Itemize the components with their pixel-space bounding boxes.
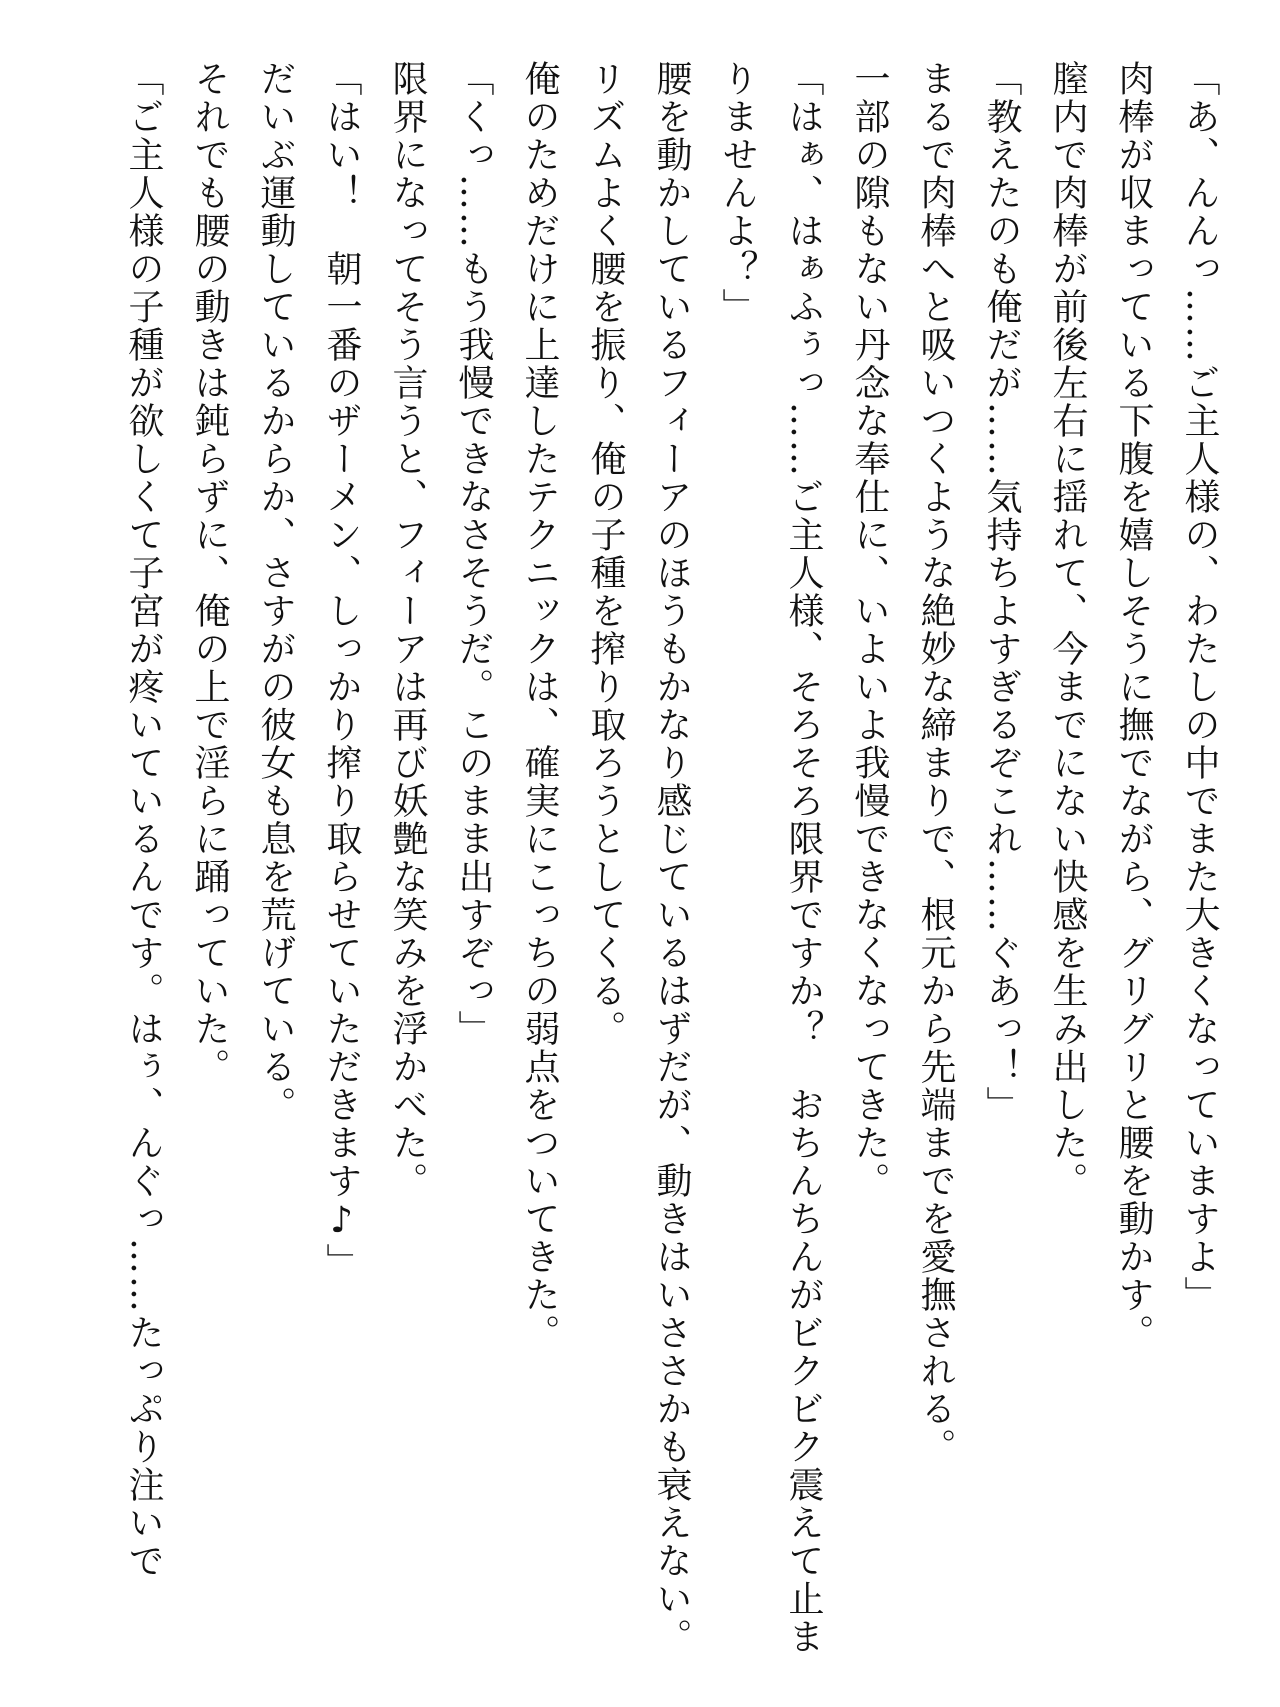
text-line: 「教えたのも俺だが……気持ちよすぎるぞこれ……ぐあっ！」 — [981, 60, 1022, 1124]
text-line: 「あ、んんっ……ご主人様の、わたしの中でまた大きくなっていますよ」 — [1179, 60, 1220, 1314]
text-line: 俺のためだけに上達したテクニックは、確実にこっちの弱点をついてきた。 — [519, 60, 560, 1352]
text-line: 「はい！ 朝一番のザーメン、しっかり搾り取らせていただきます♪」 — [321, 60, 362, 1281]
text-line: 肉棒が収まっている下腹を嬉しそうに撫でながら、グリグリと腰を動かす。 — [1113, 60, 1154, 1352]
text-line: まるで肉棒へと吸いつくような絶妙な締まりで、根元から先端までを愛撫される。 — [915, 60, 956, 1466]
text-line: リズムよく腰を振り、俺の子種を搾り取ろうとしてくる。 — [585, 60, 626, 1048]
text-line: 膣内で肉棒が前後左右に揺れて、今までにない快感を生み出した。 — [1047, 60, 1088, 1200]
text-line: それでも腰の動きは鈍らずに、俺の上で淫らに踊っていた。 — [189, 60, 230, 1086]
text-line: 「くっ……もう我慢できなさそうだ。このまま出すぞっ」 — [453, 60, 494, 1048]
text-line: だいぶ運動しているからか、さすがの彼女も息を荒げている。 — [255, 60, 296, 1124]
text-line: 腰を動かしているフィーアのほうもかなり感じているはずだが、動きはいささかも衰えない。 — [651, 60, 692, 1656]
vertical-text-body — [110, 60, 1232, 1680]
text-line: 限界になってそう言うと、フィーアは再び妖艶な笑みを浮かべた。 — [387, 60, 428, 1200]
text-line: 一部の隙もない丹念な奉仕に、いよいよ我慢できなくなってきた。 — [849, 60, 890, 1200]
text-line: 「はぁ、はぁふぅっ……ご主人様、そろそろ限界ですか？ おちんちんがビクビク震えて止まりませんよ？」 — [717, 60, 824, 1656]
text-line: 「ご主人様の子種が欲しくて子宮が疼いているんです。はぅ、んぐっ……たっぷり注いで — [123, 60, 164, 1580]
